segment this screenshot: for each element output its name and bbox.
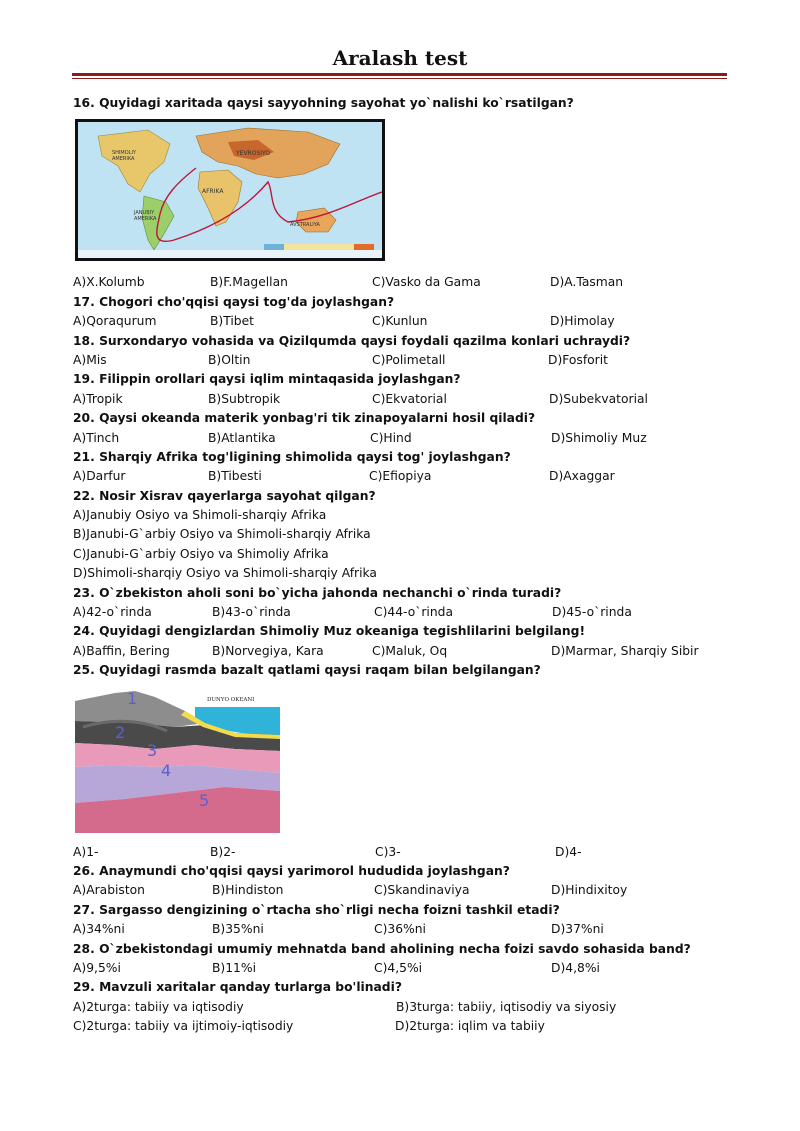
option-a[interactable]: A)42-o`rinda — [73, 605, 152, 620]
layer-label-5: 5 — [199, 790, 210, 810]
option-a[interactable]: A)Tropik — [73, 391, 123, 406]
map-label-africa: AFRIKA — [202, 188, 224, 196]
option-b[interactable]: B)Atlantika — [208, 430, 276, 445]
options-29-row1 — [73, 998, 733, 1017]
world-map-figure — [75, 119, 733, 267]
map-label-north-america: SHIMOLIY AMERIKA — [112, 150, 136, 163]
option-b[interactable]: B)Tibesti — [208, 469, 262, 484]
options-26 — [73, 881, 733, 900]
option-c[interactable]: C)4,5%i — [374, 960, 423, 975]
options-18 — [73, 351, 733, 370]
option-a[interactable]: A)Qoraqurum — [73, 314, 157, 329]
question-17: 17. Chogori cho'qqisi qaysi tog'da joylashgan? — [73, 294, 395, 309]
option-c[interactable]: C)Ekvatorial — [372, 391, 447, 406]
question-28: 28. O`zbekistondagi umumiy mehnatda band aholining necha foizi savdo sohasida band? — [73, 941, 691, 956]
option-b[interactable]: B)Janubi-G`arbiy Osiyo va Shimoli-sharqiy Afrika — [73, 527, 371, 542]
option-b[interactable]: B)2- — [210, 844, 236, 859]
title-rule — [72, 73, 727, 76]
option-b[interactable]: B)35%ni — [212, 922, 264, 937]
question-26: 26. Anaymundi cho'qqisi qaysi yarimorol hududida joylashgan? — [73, 863, 510, 878]
options-27 — [73, 920, 733, 939]
question-19: 19. Filippin orollari qaysi iqlim mintaqasida joylashgan? — [73, 372, 461, 387]
title-rule-thin — [72, 78, 727, 79]
option-a[interactable]: A)34%ni — [73, 922, 125, 937]
options-19 — [73, 390, 733, 409]
options-25 — [73, 843, 733, 862]
options-24 — [73, 642, 733, 661]
option-d[interactable]: D)4- — [555, 844, 582, 859]
option-d[interactable]: D)2turga: iqlim va tabiiy — [395, 1019, 545, 1034]
option-d[interactable]: D)A.Tasman — [550, 275, 624, 290]
options-29-row2 — [73, 1017, 733, 1036]
option-c[interactable]: C)Skandinaviya — [374, 883, 470, 898]
option-b[interactable]: B)Tibet — [210, 314, 254, 329]
question-23: 23. O`zbekiston aholi soni bo`yicha jahonda nechanchi o`rinda turadi? — [73, 585, 562, 600]
question-21: 21. Sharqiy Afrika tog'ligining shimolida qaysi tog' joylashgan? — [73, 449, 511, 464]
options-23 — [73, 603, 733, 622]
layer-label-2: 2 — [115, 722, 126, 742]
question-16: 16. Quyidagi xaritada qaysi sayyohning sayohat yo`nalishi ko`rsatilgan? — [73, 96, 574, 110]
option-c[interactable]: C)Maluk, Oq — [372, 643, 448, 658]
option-b[interactable]: B)3turga: tabiiy, iqtisodiy va siyosiy — [396, 999, 617, 1014]
option-a[interactable]: A)X.Kolumb — [73, 275, 145, 290]
option-d[interactable]: D)4,8%i — [551, 960, 600, 975]
option-d[interactable]: D)Shimoliy Muz — [551, 430, 647, 445]
option-b[interactable]: B)F.Magellan — [210, 275, 288, 290]
map-label-south-america: JANUBIY AMERIKA — [134, 210, 157, 223]
option-d[interactable]: D)Shimoli-sharqiy Osiyo va Shimoli-sharqiy Afrika — [73, 566, 377, 581]
map-label-australia: AVSTRALIYA — [290, 222, 320, 229]
option-c[interactable]: C)2turga: tabiiy va ijtimoiy-iqtisodiy — [73, 1019, 294, 1034]
option-a[interactable]: A)Darfur — [73, 469, 126, 484]
page-title: Aralash test — [332, 46, 468, 70]
option-d[interactable]: D)Fosforit — [548, 352, 608, 367]
options-20 — [73, 429, 733, 448]
options-17 — [73, 312, 733, 331]
option-d[interactable]: D)Axaggar — [549, 469, 615, 484]
question-22: 22. Nosir Xisrav qayerlarga sayohat qilgan? — [73, 488, 376, 503]
option-b[interactable]: B)Norvegiya, Kara — [212, 643, 324, 658]
option-c[interactable]: C)3- — [375, 844, 401, 859]
option-c[interactable]: C)Efiopiya — [369, 469, 432, 484]
option-b[interactable]: B)Hindiston — [212, 883, 284, 898]
question-27: 27. Sargasso dengizining o`rtacha sho`rligi necha foizni tashkil etadi? — [73, 902, 560, 917]
crust-figure — [75, 687, 733, 837]
options-28 — [73, 959, 733, 978]
option-c[interactable]: C)Polimetall — [372, 352, 446, 367]
option-a[interactable]: A)2turga: tabiiy va iqtisodiy — [73, 999, 244, 1014]
option-a[interactable]: A)Baffin, Bering — [73, 643, 170, 658]
option-c[interactable]: C)36%ni — [374, 922, 426, 937]
option-c[interactable]: C)Vasko da Gama — [372, 275, 481, 290]
question-24: 24. Quyidagi dengizlardan Shimoliy Muz okeaniga tegishlilarini belgilang! — [73, 624, 586, 639]
option-d[interactable]: D)Marmar, Sharqiy Sibir — [551, 643, 699, 658]
options-21 — [73, 467, 733, 486]
option-b[interactable]: B)Subtropik — [208, 391, 281, 406]
option-c[interactable]: C)Hind — [370, 430, 412, 445]
option-b[interactable]: B)43-o`rinda — [212, 605, 291, 620]
option-c[interactable]: C)44-o`rinda — [374, 605, 453, 620]
option-c[interactable]: C)Kunlun — [372, 314, 428, 329]
option-d[interactable]: D)Subekvatorial — [549, 391, 648, 406]
option-d[interactable]: D)Himolay — [550, 314, 615, 329]
ocean-label: DUNYO OKEANI — [207, 696, 255, 703]
layer-label-4: 4 — [161, 760, 172, 780]
question-18: 18. Surxondaryo vohasida va Qizilqumda qaysi foydali qazilma konlari uchraydi? — [73, 333, 631, 348]
option-d[interactable]: D)37%ni — [551, 922, 604, 937]
option-a[interactable]: A)9,5%i — [73, 960, 121, 975]
question-25: 25. Quyidagi rasmda bazalt qatlami qaysi raqam bilan belgilangan? — [73, 663, 541, 678]
question-20: 20. Qaysi okeanda materik yonbag'ri tik zinapoyalarni hosil qiladi? — [73, 411, 536, 426]
test-content — [73, 94, 733, 1037]
option-a[interactable]: A)Mis — [73, 352, 107, 367]
option-a[interactable]: A)Arabiston — [73, 883, 145, 898]
option-d[interactable]: D)Hindixitoy — [551, 883, 628, 898]
layer-label-3: 3 — [147, 740, 158, 760]
option-a[interactable]: A)1- — [73, 844, 99, 859]
option-d[interactable]: D)45-o`rinda — [552, 605, 632, 620]
layer-label-1: 1 — [127, 688, 138, 708]
question-29: 29. Mavzuli xaritalar qanday turlarga bo'linadi? — [73, 980, 402, 995]
crust-diagram — [75, 687, 280, 833]
map-label-eurasia: YEVROSIYO — [236, 150, 271, 158]
option-b[interactable]: B)Oltin — [208, 352, 251, 367]
option-a[interactable]: A)Janubiy Osiyo va Shimoli-sharqiy Afrika — [73, 508, 327, 523]
options-16 — [73, 273, 733, 292]
option-b[interactable]: B)11%i — [212, 960, 256, 975]
option-c[interactable]: C)Janubi-G`arbiy Osiyo va Shimoliy Afrika — [73, 546, 329, 561]
world-map — [75, 119, 385, 261]
option-a[interactable]: A)Tinch — [73, 430, 120, 445]
